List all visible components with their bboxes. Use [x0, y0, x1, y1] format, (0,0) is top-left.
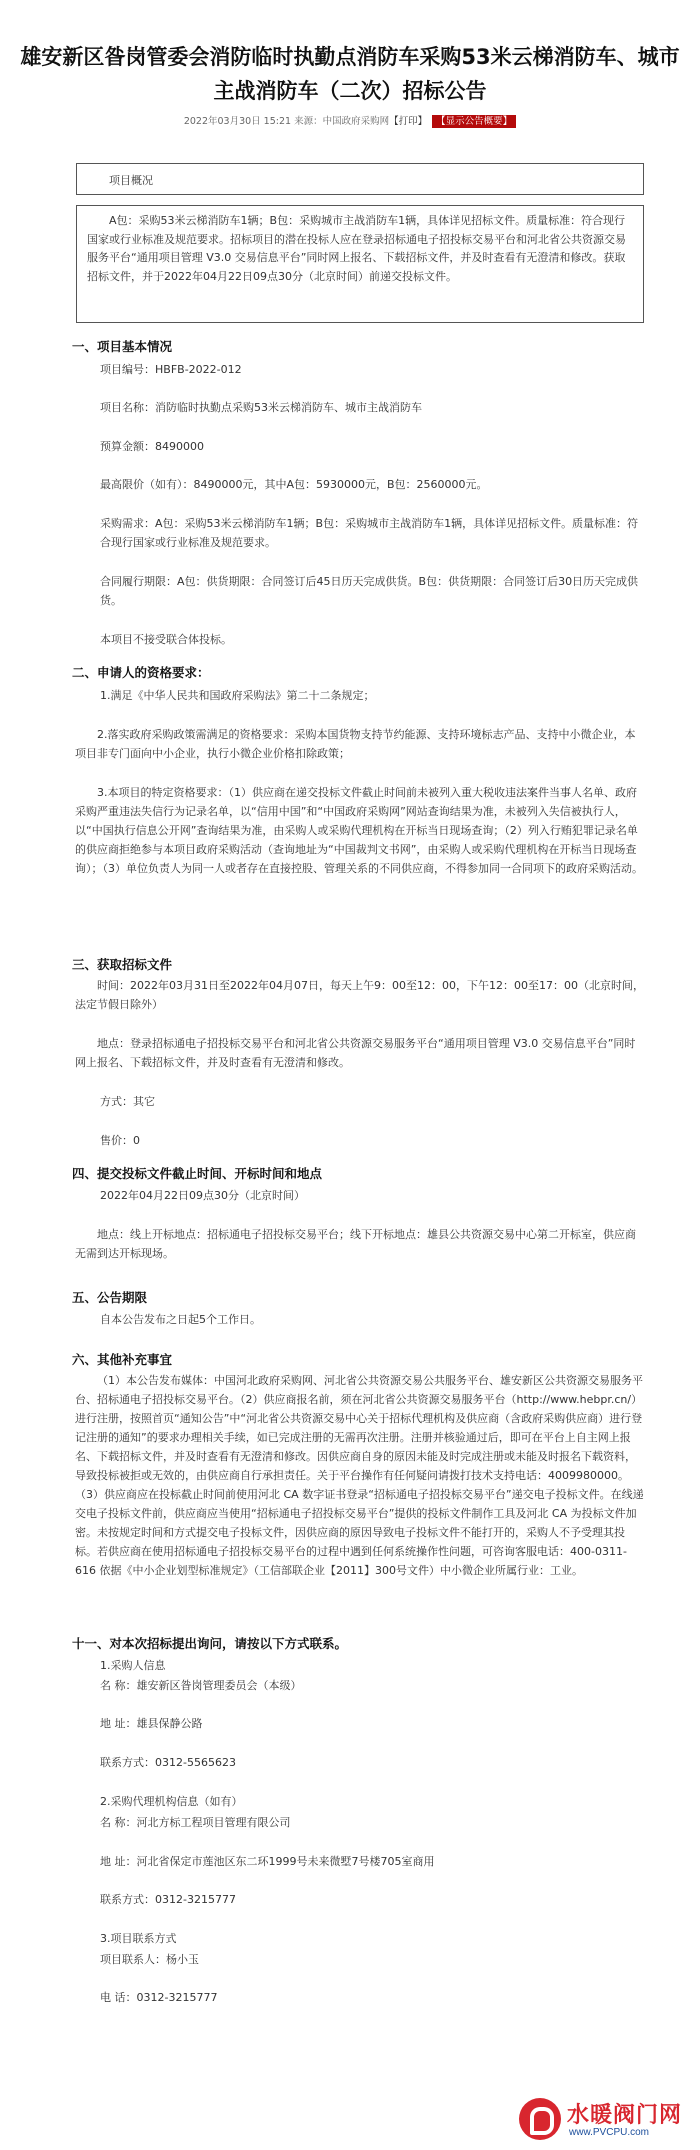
section-deadline-heading: 四、提交投标文件截止时间、开标时间和地点	[72, 1166, 323, 1181]
site-watermark	[519, 2096, 694, 2144]
procurement-requirement: 采购需求：A包：采购53米云梯消防车1辆；B包：采购城市主战消防车1辆，具体详见招标文件。质量标准：符合现行国家或行业标准及规范要求。	[100, 517, 639, 549]
section-supplement-heading: 六、其他补充事宜	[72, 1352, 173, 1367]
project-number: 项目编号：HBFB-2022-012	[100, 363, 242, 376]
contract-period: 合同履行期限：A包：供货期限：合同签订后45日历天完成供货。B包：供货期限：合同签订后30日历天完成供货。	[100, 575, 639, 607]
submission-deadline: 2022年04月22日09点30分（北京时间）	[100, 1189, 305, 1202]
overview-label: 项目概况	[109, 174, 153, 187]
consortium-note: 本项目不接受联合体投标。	[100, 633, 232, 646]
section-obtain-docs-heading: 三、获取招标文件	[72, 957, 173, 972]
qualification-item-1: 1.满足《中华人民共和国政府采购法》第二十二条规定；	[100, 689, 375, 702]
overview-summary-box	[76, 205, 644, 323]
section-notice-period-heading: 五、公告期限	[72, 1290, 148, 1305]
page-title: 雄安新区昝岗管委会消防临时执勤点消防车采购53米云梯消防车、城市主战消防车（二次）招标公告	[20, 45, 680, 103]
watermark-url: www.PVCPU.com	[569, 2127, 650, 2138]
purchaser-name: 名 称：雄安新区昝岗管理委员会（本级）	[100, 1679, 302, 1692]
project-name: 项目名称：消防临时执勤点采购53米云梯消防车、城市主战消防车	[100, 401, 422, 414]
print-link[interactable]: 【打印】	[389, 116, 428, 127]
agency-phone: 联系方式：0312-3215777	[100, 1893, 236, 1906]
section-basic-info-heading: 一、项目基本情况	[72, 339, 173, 354]
obtain-place: 地点：登录招标通电子招投标交易平台和河北省公共资源交易服务平台“通用项目管理 V3.0 交易信息平台”同时网上报名、下载招标文件，并及时查看有无澄清和修改。	[75, 1037, 636, 1069]
watermark-logo-icon	[519, 2098, 561, 2140]
article-meta	[0, 113, 700, 127]
source-text: 来源：中国政府采购网	[294, 116, 390, 127]
agency-name: 名 称：河北方标工程项目管理有限公司	[100, 1816, 291, 1829]
budget-amount: 预算金额：8490000	[100, 440, 204, 453]
section-contact-heading: 十一、对本次招标提出询问，请按以下方式联系。	[72, 1636, 348, 1651]
overview-header-box	[76, 163, 644, 195]
supplement-text: （1）本公告发布媒体：中国河北政府采购网、河北省公共资源交易公共服务平台、雄安新区公共资源交易服务平台、招标通电子招投标交易平台。（2）供应商报名前，须在河北省公共资源交易服务平台（http://www.hebpr.cn/）进行注册，按照首页“通知公告”中“河北省公共资源交易中心关于招标代理机构及供应商（含政府采购供应商）进行登记注册的通知”的要求办理相关手续，如已完成注册的无需再次注册。注册并核验通过后，即可在平台上自主网上报名、下载招标文件，并及时查看有无澄清和修改。因供应商自身的原因未能及时完成注册或未能及时报名下载资料，导致投标被拒或无效的，由供应商自行承担责任。关于平台操作有任何疑问请拨打技术支持电话：4009980000。（3）供应商应在投标截止时间前使用河北 CA 数字证书登录“招标通电子招投标交易平台”递交电子投标文件。在线递交电子投标文件前，供应商应当使用“招标通电子招投标交易平台”提供的投标文件制作工具及河北 CA 为投标文件加密。未按规定时间和方式提交电子投标文件，因供应商的原因导致电子投标文件不能打开的，采购人不予受理其投标。若供应商在使用招标通电子招投标交易平台的过程中遇到任何系统操作性问题，可咨询客服电话：400-0311-616 依据《中小企业划型标准规定》（工信部联企业【2011】300号文件）中小微企业所属行业：工业。	[75, 1374, 644, 1577]
watermark-name: 水暖阀门网	[567, 2103, 683, 2128]
contact-phone: 电 话：0312-3215777	[100, 1991, 218, 2004]
contact-person: 项目联系人：杨小玉	[100, 1953, 199, 1966]
publish-date: 2022年03月30日 15:21	[183, 116, 292, 127]
overview-summary-text: A包：采购53米云梯消防车1辆；B包：采购城市主战消防车1辆，具体详见招标文件。质量标准：符合现行国家或行业标准及规范要求。招标项目的潜在投标人应在登录招标通电子招投标交易平台和河北省公共资源交易服务平台“通用项目管理 V3.0 交易信息平台”同时网上报名、下载招标文件，并及时查看有无澄清和修改。获取招标文件，并于2022年04月22日09点30分（北京时间）前递交投标文件。	[87, 214, 626, 283]
qualification-item-3: 3.本项目的特定资格要求：（1）供应商在递交投标文件截止时间前未被列入重大税收违法案件当事人名单、政府采购严重违法失信行为记录名单，以“信用中国”和“中国政府采购网”网站查询结果为准，未被列入失信被执行人，以“中国执行信息公开网”查询结果为准，由采购人或采购代理机构在开标当日现场查询；（2）列入行贿犯罪记录名单的供应商拒绝参与本项目政府采购活动（查询地址为“中国裁判文书网”，由采购人或采购代理机构在开标当日现场查询）；（3）单位负责人为同一人或者存在直接控股、管理关系的不同供应商，不得参加同一合同项下的政府采购活动。	[75, 786, 643, 875]
show-summary-button[interactable]: 【显示公告概要】	[432, 115, 516, 128]
bid-opening-place: 地点：线上开标地点：招标通电子招投标交易平台；线下开标地点：雄县公共资源交易中心第二开标室，供应商无需到达开标现场。	[75, 1228, 636, 1260]
purchaser-address: 地 址：雄县保静公路	[100, 1717, 203, 1730]
obtain-time: 时间：2022年03月31日至2022年04月07日，每天上午9：00至12：00，下午12：00至17：00（北京时间，法定节假日除外）	[75, 979, 644, 1011]
contact-title: 3.项目联系方式	[100, 1932, 177, 1945]
section-qualification-heading: 二、申请人的资格要求：	[72, 665, 210, 680]
max-price: 最高限价（如有）：8490000元，其中A包：5930000元，B包：2560000元。	[100, 478, 488, 491]
obtain-method: 方式：其它	[100, 1095, 155, 1108]
purchaser-title: 1.采购人信息	[100, 1659, 166, 1672]
agency-title: 2.采购代理机构信息（如有）	[100, 1795, 243, 1808]
document-price: 售价：0	[100, 1134, 140, 1147]
notice-period: 自本公告发布之日起5个工作日。	[100, 1313, 261, 1326]
agency-address: 地 址：河北省保定市莲池区东二环1999号未来微墅7号楼705室商用	[100, 1855, 435, 1868]
qualification-item-2: 2.落实政府采购政策需满足的资格要求：采购本国货物支持节约能源、支持环境标志产品、支持中小微企业，本项目非专门面向中小企业，执行小微企业价格扣除政策；	[75, 728, 636, 760]
purchaser-phone: 联系方式：0312-5565623	[100, 1756, 236, 1769]
